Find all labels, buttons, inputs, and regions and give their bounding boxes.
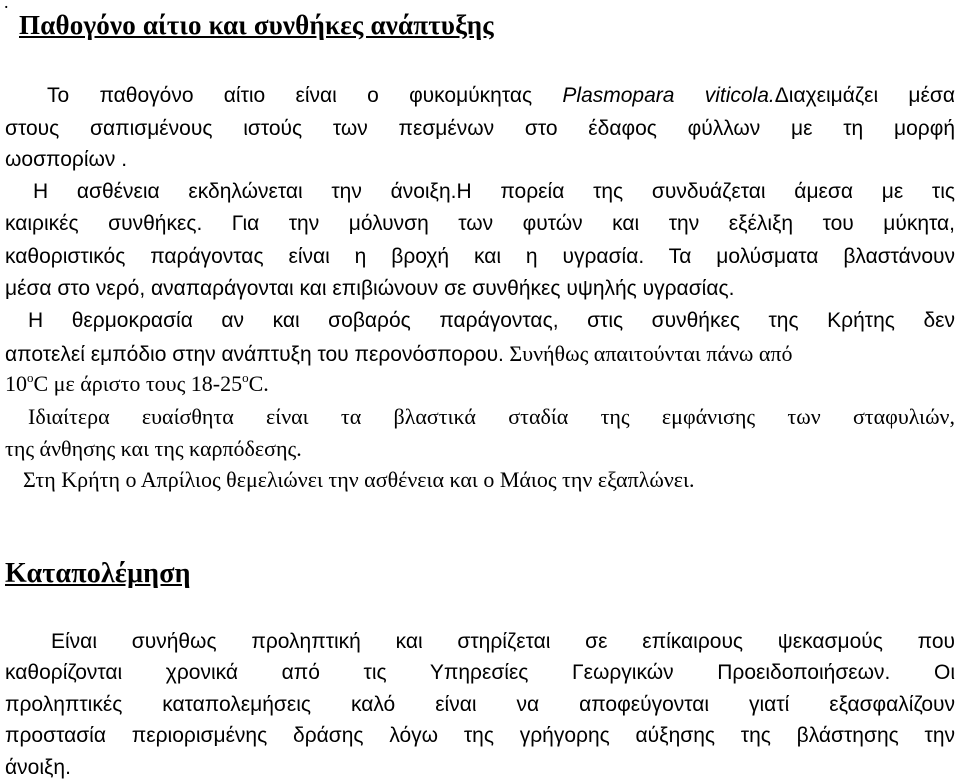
degree-sup: o — [27, 370, 34, 385]
text-span: Συνήθως απαιτούνται πάνω από — [503, 341, 793, 366]
paragraph-line: καιρικές συνθήκες. Για την μόλυνση των φυτών και την εξέλιξη του μύκητα, — [5, 212, 955, 235]
paragraph-line: προληπτικές καταπολεμήσεις καλό είναι να αποφεύγονται γιατί εξασφαλίζουν — [5, 693, 955, 716]
degree-sup: o — [242, 370, 249, 385]
stray-dot-marker: . — [4, 0, 9, 12]
section-title-control: Καταπολέμηση — [5, 558, 191, 589]
text-span: Διαχειμάζει μέσα — [774, 84, 955, 107]
paragraph-line: προστασία περιορισμένης δράσης λόγω της γρήγορης αύξησης της βλάστησης την — [5, 724, 955, 747]
paragraph-line: άνοιξη. — [5, 756, 71, 779]
paragraph-line: Είναι συνήθως προληπτική και στηρίζεται σε επίκαιρους ψεκασμούς που — [51, 630, 955, 653]
paragraph-line: Η θερμοκρασία αν και σοβαρός παράγοντας, στις συνθήκες της Κρήτης δεν — [28, 309, 955, 332]
paragraph-line — [5, 341, 793, 367]
paragraph-line: ωοσπορίων . — [5, 148, 128, 171]
paragraph-line: Στη Κρήτη ο Απρίλιος θεμελιώνει την ασθένεια και ο Μάιος την εξαπλώνει. — [23, 467, 695, 492]
paragraph-line: Η ασθένεια εκδηλώνεται την άνοιξη.Η πορεία της συνδυάζεται άμεσα με τις — [33, 180, 955, 203]
paragraph-line — [47, 84, 955, 108]
text-span: C με άριστο τους 18-25 — [33, 371, 243, 396]
paragraph-line: στους σαπισμένους ιστούς των πεσμένων στο έδαφος φύλλων με τη μορφή — [5, 117, 955, 140]
text-span: C. — [248, 371, 269, 396]
paragraph-line: καθορίζονται χρονικά από τις Υπηρεσίες Γεωργικών Προειδοποιήσεων. Οι — [5, 661, 955, 684]
paragraph-line: της άνθησης και της καρπόδεσης. — [5, 436, 302, 461]
paragraph-line: μέσα στο νερό, αναπαράγονται και επιβιώνουν σε συνθήκες υψηλής υγρασίας. — [5, 277, 735, 300]
paragraph-line: Ιδιαίτερα ευαίσθητα είναι τα βλαστικά σταδία της εμφάνισης των σταφυλιών, — [28, 404, 955, 429]
section-title-pathogen: Παθογόνο αίτιο και συνθήκες ανάπτυξης — [19, 10, 494, 40]
text-span: αποτελεί εμπόδιο στην ανάπτυξη του περονόσπορου. — [5, 343, 504, 366]
species-name: Plasmopara viticola. — [562, 84, 775, 107]
paragraph-line: καθοριστικός παράγοντας είναι η βροχή και η υγρασία. Τα μολύσματα βλαστάνουν — [5, 245, 955, 268]
text-span: 10 — [5, 371, 27, 396]
text-span: Το παθογόνο αίτιο είναι ο φυκομύκητας — [47, 84, 563, 107]
temperature-line — [5, 371, 269, 397]
